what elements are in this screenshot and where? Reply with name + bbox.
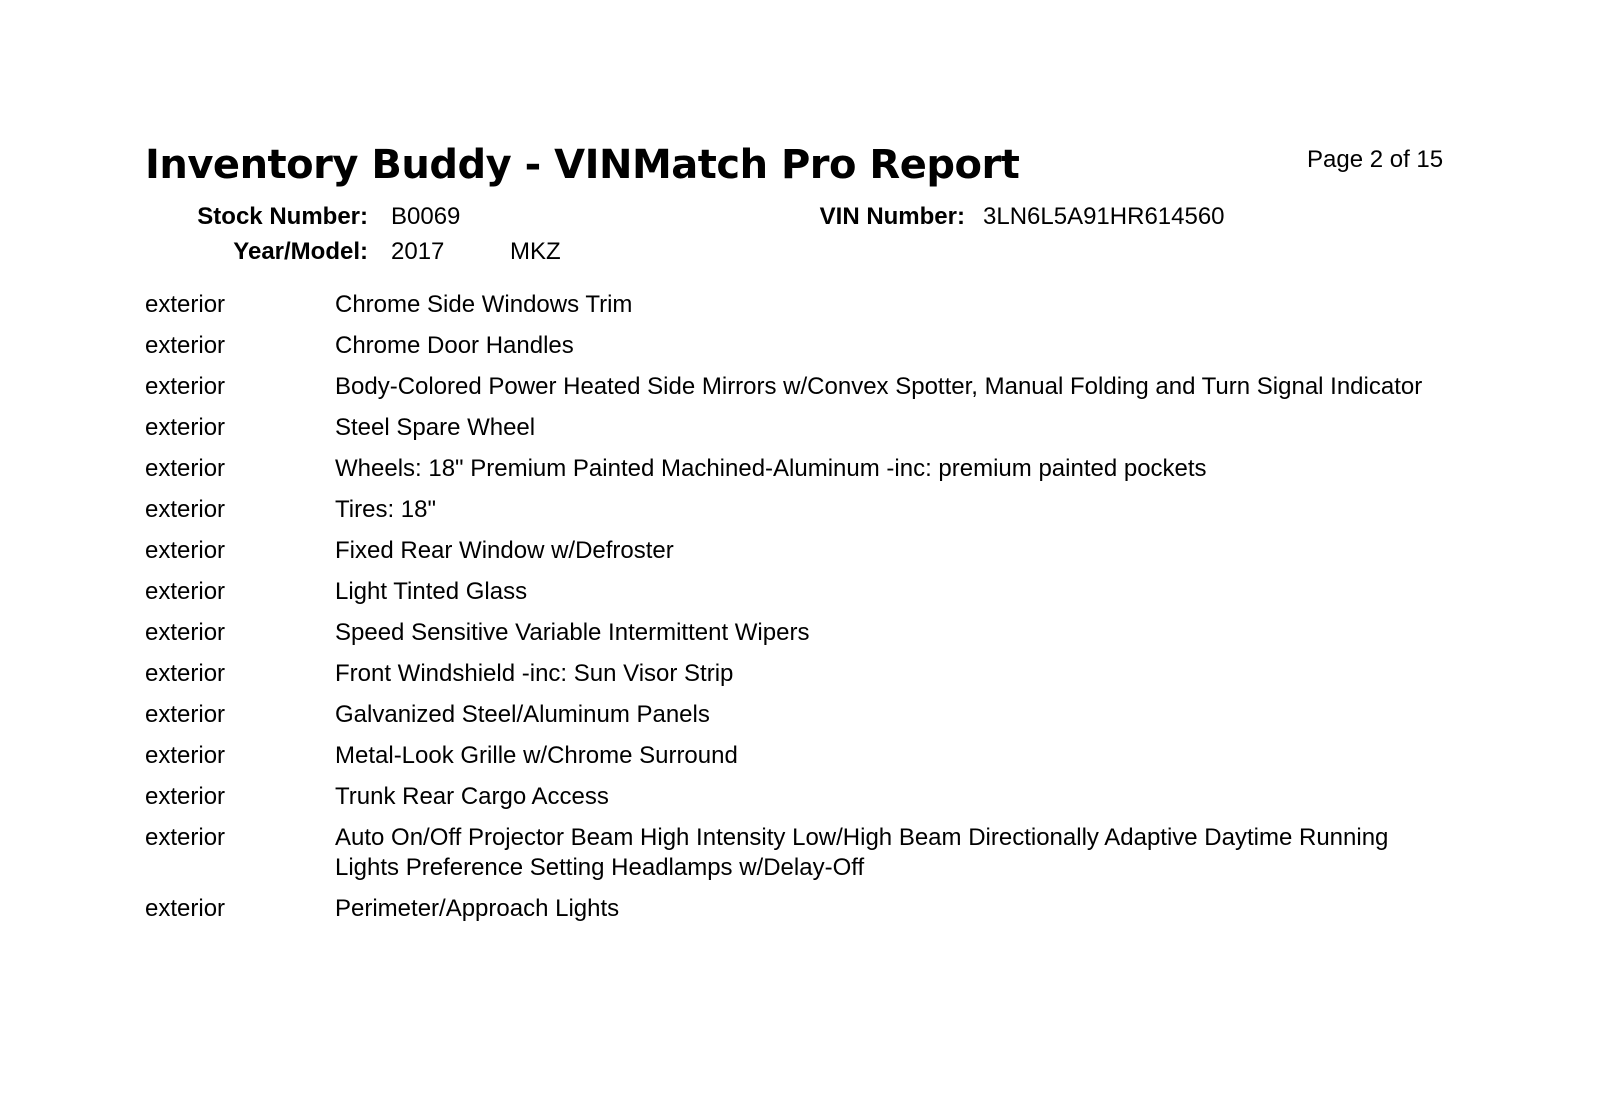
feature-description: Chrome Door Handles [335, 332, 574, 359]
vin-number-value: 3LN6L5A91HR614560 [983, 203, 1225, 230]
feature-row [145, 290, 1455, 320]
feature-category: exterior [145, 332, 226, 359]
year-value: 2017 [391, 238, 445, 265]
stock-number-label: Stock Number: [197, 203, 368, 230]
feature-category: exterior [145, 824, 226, 851]
feature-description: Wheels: 18" Premium Painted Machined-Aluminum -inc: premium painted pockets [335, 455, 1207, 482]
feature-category: exterior [145, 291, 226, 318]
feature-category: exterior [145, 373, 226, 400]
feature-description: Metal-Look Grille w/Chrome Surround [335, 742, 738, 769]
feature-row [145, 782, 1455, 812]
feature-description: Tires: 18" [335, 496, 436, 523]
feature-description: Trunk Rear Cargo Access [335, 783, 609, 810]
model-value: MKZ [510, 238, 561, 265]
feature-description: Body-Colored Power Heated Side Mirrors w/Convex Spotter, Manual Folding and Turn Signal Indicator [335, 373, 1423, 400]
feature-row [145, 659, 1455, 689]
feature-row [145, 536, 1455, 566]
feature-row [145, 618, 1455, 648]
feature-row [145, 331, 1455, 361]
vin-number-label: VIN Number: [819, 203, 965, 230]
feature-description: Galvanized Steel/Aluminum Panels [335, 701, 710, 728]
feature-category: exterior [145, 455, 226, 482]
stock-number-value: B0069 [391, 203, 461, 230]
year-model-label: Year/Model: [233, 238, 368, 265]
feature-description: Perimeter/Approach Lights [335, 895, 620, 922]
feature-category: exterior [145, 537, 226, 564]
feature-description: Front Windshield -inc: Sun Visor Strip [335, 660, 734, 687]
page-number: Page 2 of 15 [1307, 146, 1444, 173]
feature-list [145, 290, 1455, 935]
feature-row [145, 741, 1455, 771]
feature-category: exterior [145, 742, 226, 769]
feature-category: exterior [145, 578, 226, 605]
feature-category: exterior [145, 895, 226, 922]
feature-row [145, 372, 1455, 402]
feature-description: Speed Sensitive Variable Intermittent Wipers [335, 619, 810, 646]
feature-row [145, 495, 1455, 525]
feature-row [145, 454, 1455, 484]
feature-category: exterior [145, 660, 226, 687]
feature-category: exterior [145, 701, 226, 728]
feature-category: exterior [145, 414, 226, 441]
feature-description: Fixed Rear Window w/Defroster [335, 537, 674, 564]
feature-description: Chrome Side Windows Trim [335, 291, 633, 318]
feature-row [145, 413, 1455, 443]
feature-description: Auto On/Off Projector Beam High Intensity Low/High Beam Directionally Adaptive Daytime Running Lights Preference Setting Headlamps w/Delay-Off [335, 824, 1389, 881]
feature-row [145, 700, 1455, 730]
feature-row [145, 894, 1455, 924]
feature-description: Light Tinted Glass [335, 578, 528, 605]
feature-row [145, 577, 1455, 607]
feature-category: exterior [145, 496, 226, 523]
feature-description: Steel Spare Wheel [335, 414, 536, 441]
feature-row [145, 823, 1455, 883]
report-title: Inventory Buddy - VINMatch Pro Report [145, 142, 1020, 188]
feature-category: exterior [145, 783, 226, 810]
feature-category: exterior [145, 619, 226, 646]
